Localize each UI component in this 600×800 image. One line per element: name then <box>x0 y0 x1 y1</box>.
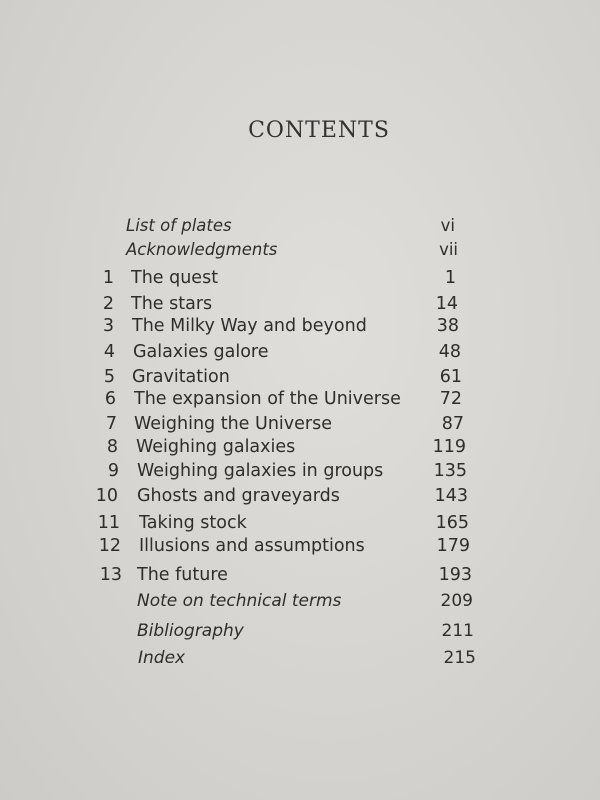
page-number: 72 <box>439 389 462 409</box>
page-number: 61 <box>439 367 462 387</box>
chapter-title: The Milky Way and beyond <box>132 316 367 336</box>
toc-entry <box>0 621 600 647</box>
chapter-number: 11 <box>97 513 120 533</box>
page-number: vi <box>440 216 455 235</box>
page-number: 48 <box>438 342 461 362</box>
page-number: 211 <box>441 621 474 641</box>
toc-entry <box>0 486 600 512</box>
toc-entry <box>0 316 600 342</box>
page-number: 165 <box>435 513 469 533</box>
chapter-number: 12 <box>98 536 121 556</box>
chapter-number: 13 <box>99 565 122 585</box>
chapter-title: The expansion of the Universe <box>134 389 401 409</box>
chapter-title: Ghosts and graveyards <box>137 486 340 506</box>
chapter-number: 5 <box>103 367 115 387</box>
chapter-title: Illusions and assumptions <box>139 536 365 556</box>
page-number: 119 <box>432 437 466 457</box>
chapter-number: 1 <box>102 268 114 288</box>
chapter-number: 6 <box>104 389 116 409</box>
toc-entry <box>0 240 600 266</box>
page-number: vii <box>439 240 458 259</box>
chapter-title: The future <box>137 565 228 585</box>
chapter-title: The quest <box>131 268 219 288</box>
page-number: 215 <box>443 648 476 668</box>
page-number: 38 <box>436 316 459 336</box>
toc-entry <box>0 461 600 487</box>
toc-entry <box>0 342 600 368</box>
chapter-title: Taking stock <box>139 513 247 533</box>
toc-entry <box>0 591 600 617</box>
page-number: 87 <box>441 414 464 434</box>
toc-entry <box>0 437 600 463</box>
chapter-number: 4 <box>103 342 115 362</box>
toc-entry <box>0 565 600 591</box>
chapter-title: Galaxies galore <box>133 342 269 362</box>
chapter-number: 9 <box>107 461 119 481</box>
chapter-title: Index <box>138 648 186 668</box>
chapter-number: 2 <box>102 294 114 314</box>
page-number: 135 <box>433 461 467 481</box>
chapter-title: Gravitation <box>132 367 230 387</box>
chapter-number: 8 <box>106 437 118 457</box>
chapter-title: Weighing the Universe <box>134 414 332 434</box>
chapter-number: 7 <box>105 414 117 434</box>
contents-heading: CONTENTS <box>248 118 390 143</box>
toc-entry <box>0 536 600 562</box>
chapter-title: Note on technical terms <box>137 591 342 611</box>
page-number: 179 <box>436 536 470 556</box>
chapter-title: Acknowledgments <box>126 240 278 259</box>
chapter-number: 10 <box>95 486 118 506</box>
page-number: 193 <box>438 565 472 585</box>
chapter-title: Weighing galaxies <box>136 437 296 457</box>
page-number: 209 <box>440 591 473 611</box>
toc-entry <box>0 216 600 242</box>
chapter-number: 3 <box>102 316 114 336</box>
chapter-title: List of plates <box>126 216 232 235</box>
chapter-title: Weighing galaxies in groups <box>137 461 384 481</box>
toc-entry <box>0 268 600 294</box>
page-number: 14 <box>435 294 458 314</box>
page-number: 143 <box>434 486 468 506</box>
page-number: 1 <box>444 268 456 288</box>
chapter-title: The stars <box>131 294 213 314</box>
toc-entry <box>0 648 600 674</box>
toc-entry <box>0 389 600 415</box>
chapter-title: Bibliography <box>137 621 244 641</box>
